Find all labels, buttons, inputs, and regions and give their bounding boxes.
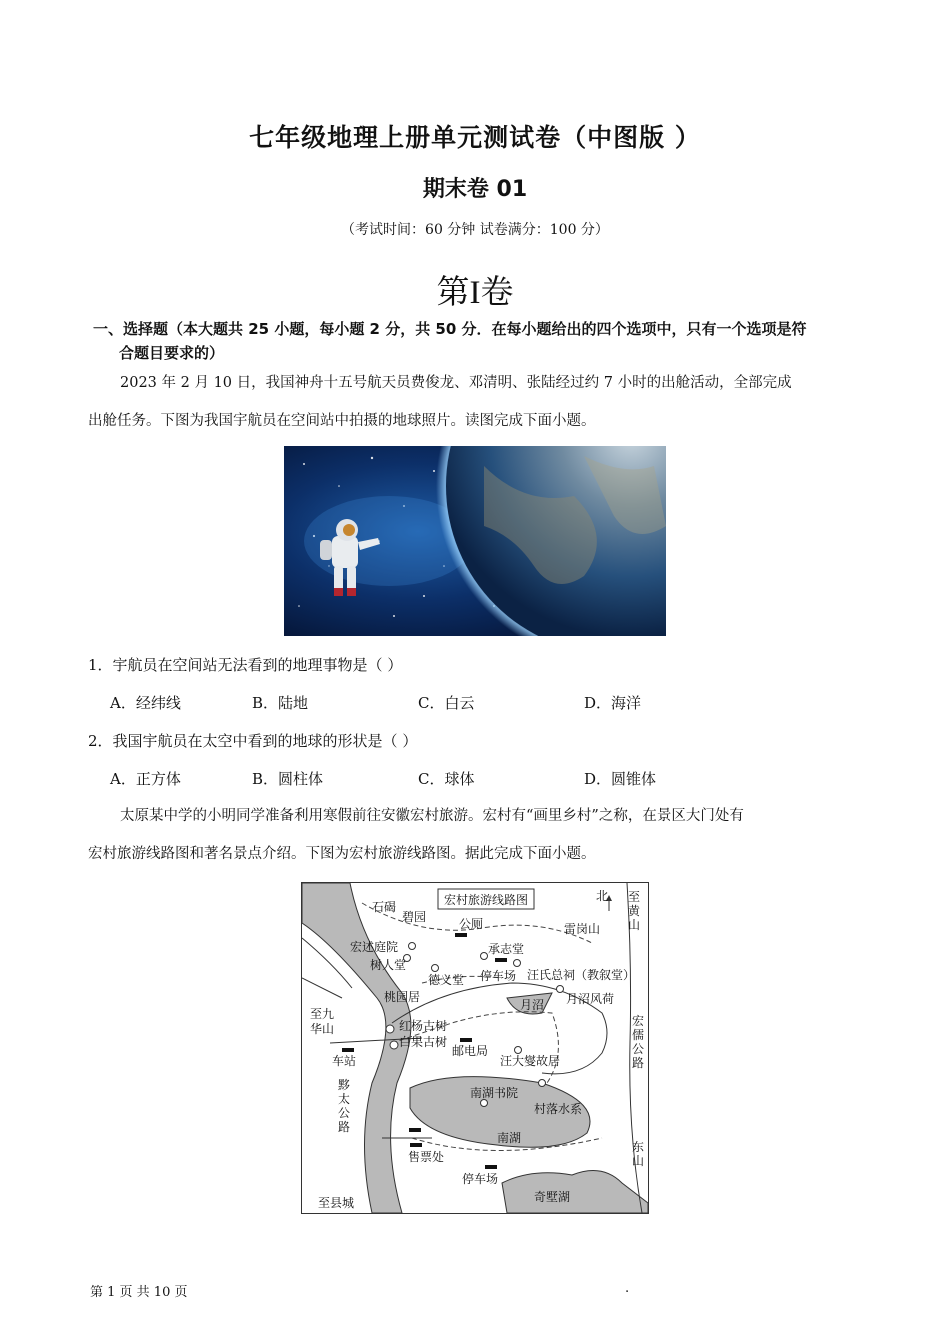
label-dongshan-2: 山 [632, 1154, 645, 1168]
label-hongshu: 宏述庭院 [350, 940, 399, 954]
question-2-option-b[interactable]: B．圆柱体 [252, 770, 324, 788]
label-dongshan-1: 东 [632, 1140, 645, 1154]
label-taoyuan: 桃园居 [384, 990, 421, 1004]
label-qishu: 奇墅湖 [534, 1190, 571, 1204]
label-zhixian: 至县城 [318, 1196, 355, 1210]
earth-astronaut-photo [284, 446, 666, 636]
label-yitai-4: 路 [338, 1120, 351, 1134]
passage-2-line-1: 太原某中学的小明同学准备利用寒假前往安徽宏村旅游。宏村有“画里乡村”之称，在景区大门处有 [120, 808, 744, 824]
question-2-option-d[interactable]: D．圆锥体 [584, 770, 657, 788]
passage-2 [88, 797, 866, 873]
label-hongru-2: 儒 [632, 1028, 645, 1042]
label-zhijiu-2: 华山 [310, 1022, 335, 1036]
label-yitai-2: 太 [338, 1092, 351, 1106]
label-zhihuang-2: 黄 [628, 904, 641, 918]
label-leigang: 雷岗山 [564, 922, 601, 936]
label-nanhu: 南湖 [497, 1131, 522, 1145]
label-biyuan: 碧园 [402, 910, 427, 924]
label-baiguo: 白果古树 [399, 1035, 448, 1049]
page-title: 七年级地理上册单元测试卷（中图版 ） [249, 123, 701, 152]
question-1-option-b[interactable]: B．陆地 [252, 694, 309, 712]
label-yitai-3: 公 [338, 1106, 351, 1120]
label-hongru-3: 公 [632, 1042, 645, 1056]
question-1-stem: 1．宇航员在空间站无法看到的地理事物是（ ） [88, 656, 403, 674]
question-2-stem: 2．我国宇航员在太空中看到的地球的形状是（ ） [88, 732, 418, 750]
passage-1 [88, 364, 866, 440]
map-title: 宏村旅游线路图 [443, 893, 529, 907]
page-subtitle: 期末卷 01 [422, 177, 528, 202]
label-hongru-1: 宏 [632, 1014, 645, 1028]
label-youdian: 邮电局 [452, 1044, 489, 1058]
label-yitai-1: 黟 [338, 1078, 351, 1092]
passage-1-line-1: 2023 年 2 月 10 日，我国神舟十五号航天员费俊龙、邓清明、张陆经过约 7 小时的出舱活动，全部完成 [120, 375, 792, 391]
label-zhihuang-3: 山 [628, 918, 641, 932]
label-yuezhao: 月沼 [520, 998, 545, 1012]
question-1-option-d[interactable]: D．海洋 [584, 694, 642, 712]
question-1-option-a[interactable]: A．经纬线 [110, 694, 181, 712]
footer-dot: . [625, 1281, 630, 1296]
hongcun-route-map [301, 882, 649, 1214]
passage-2-line-2: 宏村旅游线路图和著名景点介绍。下图为宏村旅游线路图。据此完成下面小题。 [88, 846, 596, 862]
label-chengzhi: 承志堂 [488, 942, 525, 956]
section-instructions [93, 317, 873, 365]
section-line-1: 一、选择题（本大题共 25 小题，每小题 2 分，共 50 分．在每小题给出的四个选项中，只有一个选项是符 [93, 320, 807, 338]
label-zhijiu-1: 至九 [310, 1007, 335, 1021]
label-tingche-2: 停车场 [462, 1172, 499, 1186]
question-1-option-c[interactable]: C．白云 [418, 694, 475, 712]
volume-heading: 第I卷 [436, 275, 514, 311]
north-label: 北 [595, 889, 609, 903]
exam-info: （考试时间：60 分钟 试卷满分：100 分） [341, 222, 609, 238]
label-deyi: 德义堂 [428, 973, 465, 987]
label-hongru-4: 路 [632, 1056, 645, 1070]
label-gongce: 公厕 [459, 917, 484, 931]
label-chezhan: 车站 [332, 1054, 357, 1068]
label-cunluo: 村落水系 [534, 1102, 583, 1116]
passage-1-line-2: 出舱任务。下图为我国宇航员在空间站中拍摄的地球照片。读图完成下面小题。 [88, 413, 596, 429]
label-nanhushuyuan: 南湖书院 [470, 1086, 519, 1100]
section-line-2: 合题目要求的） [119, 344, 225, 362]
label-wangshi: 汪氏总祠（教叙堂） [527, 968, 636, 982]
label-shiji: 石碣 [372, 900, 397, 914]
label-tingche-1: 停车场 [480, 969, 517, 983]
label-shuren: 树人堂 [370, 958, 407, 972]
label-shoupiao: 售票处 [408, 1150, 445, 1164]
label-zhihuang-1: 至 [628, 890, 641, 904]
label-yuezhaofh: 月沼风荷 [566, 992, 615, 1006]
label-hongyang: 红杨古树 [399, 1019, 448, 1033]
question-2-option-c[interactable]: C．球体 [418, 770, 475, 788]
question-2-option-a[interactable]: A．正方体 [110, 770, 181, 788]
page-footer: 第 1 页 共 10 页 [90, 1285, 188, 1300]
label-wangdaxie: 汪大燮故居 [500, 1054, 561, 1068]
